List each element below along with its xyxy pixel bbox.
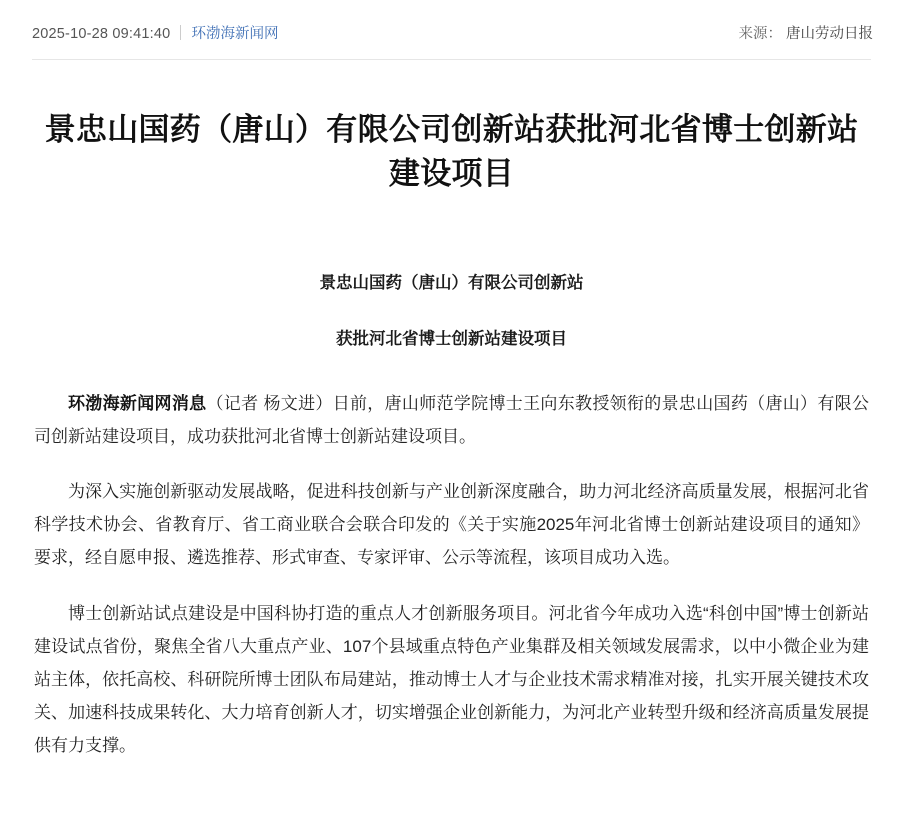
source-group [739, 22, 874, 43]
header-divider [32, 59, 871, 60]
page-title: 景忠山国药（唐山）有限公司创新站获批河北省博士创新站建设项目 [44, 112, 859, 192]
site-name-link[interactable]: 环渤海新闻网 [191, 26, 279, 42]
subhead-line-2: 获批河北省博士创新站建设项目 [336, 330, 567, 349]
article-meta-bar [0, 0, 903, 59]
paragraph-1 [34, 387, 869, 453]
source-value: 唐山劳动日报 [786, 26, 873, 42]
article-body [0, 108, 903, 762]
paragraph-2: 为深入实施创新驱动发展战略，促进科技创新与产业创新深度融合，助力河北经济高质量发展，根据河北省科学技术协会、省教育厅、省工商业联合会联合印发的《关于实施2025年河北省博士创新站建设项目的通知》要求，经自愿申报、遴选推荐、形式审查、专家评审、公示等流程，该项目成功入选。 [34, 482, 869, 568]
meta-left-group [32, 22, 278, 43]
source-label: 来源： [738, 26, 782, 42]
paragraph-3: 博士创新站试点建设是中国科协打造的重点人才创新服务项目。河北省今年成功入选“科创中国”博士创新站建设试点省份，聚焦全省八大重点产业、107个县域重点特色产业集群及相关领域发展需求，以中小微企业为建站主体，依托高校、科研院所博士团队布局建站，推动博士人才与企业技术需求精准对接，扎实开展关键技术攻关、加速科技成果转化、大力培育创新人才，切实增强企业创新能力，为河北产业转型升级和经济高质量发展提供有力支撑。 [34, 603, 869, 756]
subhead-line-1: 景忠山国药（唐山）有限公司创新站 [319, 274, 584, 293]
meta-divider-icon [180, 25, 181, 40]
lead-source-label: 环渤海新闻网消息 [68, 393, 207, 413]
paragraph-1-text: （记者 杨文进）日前，唐山师范学院博士王向东教授领衔的景忠山国药（唐山）有限公司创新站建设项目，成功获批河北省博士创新站建设项目。 [34, 393, 869, 446]
subhead-block [34, 270, 869, 353]
publish-datetime: 2025-10-28 09:41:40 [32, 26, 171, 42]
